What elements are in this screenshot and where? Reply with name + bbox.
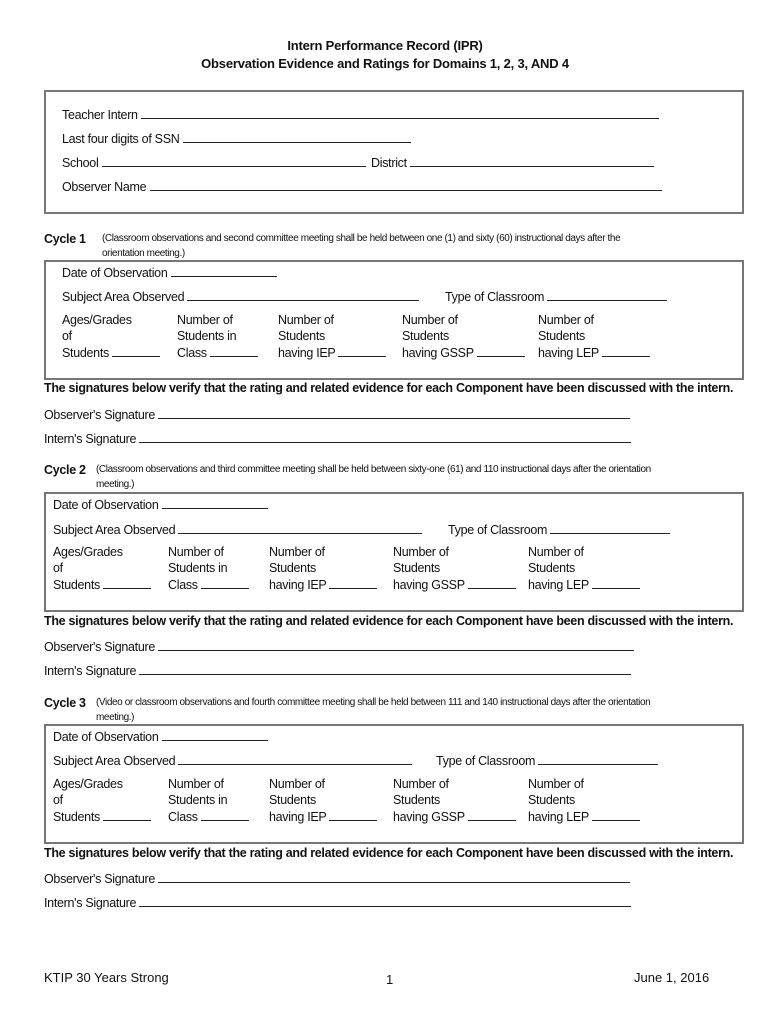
class-count-label-2: Students in: [177, 329, 237, 343]
cycle-3-class-count-field[interactable]: [168, 776, 249, 825]
cycle-2-classroom-field[interactable]: [448, 521, 670, 537]
cycle-3-note-line1: (Video or classroom observations and fourth committee meeting shall be held between 111 and 140 instructional days after the orientation: [96, 697, 651, 708]
cycle-3-subject-field[interactable]: [53, 752, 412, 768]
subject-label: Subject Area Observed: [53, 523, 176, 537]
date-line[interactable]: [162, 496, 268, 509]
intern-signature-label: Intern's Signature: [44, 432, 137, 446]
classroom-type-line[interactable]: [550, 521, 670, 534]
cycle-3-gssp-field[interactable]: [393, 776, 516, 825]
iep-line[interactable]: [329, 808, 377, 821]
cycle-3-date-field[interactable]: [53, 728, 268, 744]
cycle-1-label: Cycle 1: [44, 232, 86, 246]
iep-label-3: having IEP: [269, 810, 327, 824]
lep-label-3: having LEP: [528, 810, 589, 824]
cycle-3-label: Cycle 3: [44, 696, 86, 710]
classroom-type-label: Type of Classroom: [448, 523, 548, 537]
ages-line[interactable]: [103, 808, 151, 821]
iep-label-3: having IEP: [278, 346, 336, 360]
gssp-line[interactable]: [477, 344, 525, 357]
cycle-2-iep-field[interactable]: [269, 544, 377, 593]
cycle-1-note-line1: (Classroom observations and second committee meeting shall be held between one (1) and sixty (60) instructional days after the: [102, 233, 621, 244]
intern-signature-line[interactable]: [139, 430, 631, 443]
date-label: Date of Observation: [53, 498, 159, 512]
gssp-label-1: Number of: [393, 777, 449, 791]
school-field[interactable]: [62, 154, 366, 170]
class-count-line[interactable]: [201, 808, 249, 821]
ages-label-3: Students: [53, 810, 100, 824]
iep-label-3: having IEP: [269, 578, 327, 592]
class-count-label-3: Class: [177, 346, 207, 360]
intern-signature-label: Intern's Signature: [44, 896, 137, 910]
date-label: Date of Observation: [62, 266, 168, 280]
cycle-2-verify-statement: The signatures below verify that the rating and related evidence for each Component have been discussed with the intern.: [44, 614, 734, 628]
lep-label-2: Students: [528, 793, 575, 807]
gssp-label-1: Number of: [393, 545, 449, 559]
class-count-label-3: Class: [168, 810, 198, 824]
intern-signature-line[interactable]: [139, 894, 631, 907]
class-count-line[interactable]: [210, 344, 258, 357]
cycle-2-gssp-field[interactable]: [393, 544, 516, 593]
subject-label: Subject Area Observed: [62, 290, 185, 304]
gssp-line[interactable]: [468, 808, 516, 821]
date-line[interactable]: [162, 728, 268, 741]
cycle-2-date-field[interactable]: [53, 496, 268, 512]
cycle-3-intern-signature-field[interactable]: [44, 894, 631, 910]
gssp-label-1: Number of: [402, 313, 458, 327]
subject-line[interactable]: [187, 288, 419, 301]
ssn-field[interactable]: [62, 130, 411, 146]
footer-date: June 1, 2016: [634, 970, 710, 985]
document-subtitle: Observation Evidence and Ratings for Domains 1, 2, 3, AND 4: [201, 56, 569, 71]
ages-label-1: Ages/Grades: [53, 545, 123, 559]
class-count-line[interactable]: [201, 576, 249, 589]
ssn-label: Last four digits of SSN: [62, 132, 180, 146]
subject-label: Subject Area Observed: [53, 754, 176, 768]
lep-label-1: Number of: [528, 777, 584, 791]
cycle-3-iep-field[interactable]: [269, 776, 377, 825]
cycle-3-observer-signature-field[interactable]: [44, 870, 630, 886]
ages-label-2: of: [62, 329, 72, 343]
observer-signature-line[interactable]: [158, 870, 630, 883]
gssp-label-2: Students: [402, 329, 449, 343]
district-field[interactable]: [371, 154, 654, 170]
iep-label-2: Students: [269, 561, 316, 575]
cycle-2-label: Cycle 2: [44, 463, 86, 477]
cycle-2-note-line1: (Classroom observations and third committee meeting shall be held between sixty-one (61) and 110 instructional days after the orientation: [96, 464, 651, 475]
date-line[interactable]: [171, 264, 277, 277]
school-line[interactable]: [102, 154, 366, 167]
observer-name-label: Observer Name: [62, 180, 147, 194]
lep-line[interactable]: [602, 344, 650, 357]
intern-signature-label: Intern's Signature: [44, 664, 137, 678]
iep-label-2: Students: [278, 329, 325, 343]
cycle-2-subject-field[interactable]: [53, 521, 422, 537]
ages-line[interactable]: [112, 344, 160, 357]
cycle-3-classroom-field[interactable]: [436, 752, 658, 768]
class-count-label-3: Class: [168, 578, 198, 592]
ages-line[interactable]: [103, 576, 151, 589]
ages-label-3: Students: [62, 346, 109, 360]
cycle-1-date-field[interactable]: [62, 264, 277, 280]
lep-label-2: Students: [538, 329, 585, 343]
lep-label-1: Number of: [528, 545, 584, 559]
cycle-1-verify-statement: The signatures below verify that the rating and related evidence for each Component have been discussed with the intern.: [44, 381, 734, 395]
iep-label-1: Number of: [278, 313, 334, 327]
ssn-line[interactable]: [183, 130, 411, 143]
ages-label-1: Ages/Grades: [53, 777, 123, 791]
lep-label-1: Number of: [538, 313, 594, 327]
gssp-label-2: Students: [393, 793, 440, 807]
classroom-type-label: Type of Classroom: [436, 754, 536, 768]
cycle-2-lep-field[interactable]: [528, 544, 640, 593]
ages-label-1: Ages/Grades: [62, 313, 132, 327]
cycle-1-ages-field[interactable]: [62, 312, 160, 361]
observer-signature-label: Observer's Signature: [44, 872, 156, 886]
cycle-1-classroom-field[interactable]: [445, 288, 667, 304]
footer-left-text: KTIP 30 Years Strong: [44, 970, 169, 985]
teacher-intern-label: Teacher Intern: [62, 108, 138, 122]
teacher-intern-field[interactable]: [62, 106, 659, 122]
observer-signature-label: Observer's Signature: [44, 408, 156, 422]
observer-signature-line[interactable]: [158, 638, 634, 651]
date-label: Date of Observation: [53, 730, 159, 744]
class-count-label-1: Number of: [177, 313, 233, 327]
lep-label-3: having LEP: [538, 346, 599, 360]
cycle-1-class-count-field[interactable]: [177, 312, 258, 361]
classroom-type-line[interactable]: [547, 288, 667, 301]
cycle-3-verify-statement: The signatures below verify that the rating and related evidence for each Component have been discussed with the intern.: [44, 846, 734, 860]
iep-label-1: Number of: [269, 777, 325, 791]
ages-label-2: of: [53, 793, 63, 807]
cycle-1-subject-field[interactable]: [62, 288, 419, 304]
lep-label-2: Students: [528, 561, 575, 575]
cycle-2-intern-signature-field[interactable]: [44, 662, 631, 678]
ages-label-2: of: [53, 561, 63, 575]
cycle-1-iep-field[interactable]: [278, 312, 386, 361]
district-line[interactable]: [410, 154, 654, 167]
cycle-2-note-line2: meeting.): [96, 479, 135, 490]
iep-line[interactable]: [338, 344, 386, 357]
class-count-label-1: Number of: [168, 545, 224, 559]
intern-signature-line[interactable]: [139, 662, 631, 675]
cycle-1-lep-field[interactable]: [538, 312, 650, 361]
subject-line[interactable]: [178, 752, 412, 765]
observer-name-field[interactable]: [62, 178, 662, 194]
class-count-label-2: Students in: [168, 793, 228, 807]
page-number: 1: [386, 972, 394, 987]
cycle-2-class-count-field[interactable]: [168, 544, 249, 593]
subject-line[interactable]: [178, 521, 422, 534]
ages-label-3: Students: [53, 578, 100, 592]
classroom-type-line[interactable]: [538, 752, 658, 765]
iep-label-1: Number of: [269, 545, 325, 559]
cycle-2-observer-signature-field[interactable]: [44, 638, 634, 654]
cycle-1-gssp-field[interactable]: [402, 312, 525, 361]
observer-name-line[interactable]: [150, 178, 662, 191]
document-title: Intern Performance Record (IPR): [287, 38, 483, 53]
cycle-1-observer-signature-field[interactable]: [44, 406, 630, 422]
observer-signature-line[interactable]: [158, 406, 630, 419]
district-label: District: [371, 156, 407, 170]
school-label: School: [62, 156, 99, 170]
gssp-label-3: having GSSP: [393, 578, 465, 592]
iep-label-2: Students: [269, 793, 316, 807]
class-count-label-1: Number of: [168, 777, 224, 791]
observer-signature-label: Observer's Signature: [44, 640, 156, 654]
gssp-line[interactable]: [468, 576, 516, 589]
cycle-1-intern-signature-field[interactable]: [44, 430, 631, 446]
cycle-3-note-line2: meeting.): [96, 712, 135, 723]
classroom-type-label: Type of Classroom: [445, 290, 545, 304]
lep-line[interactable]: [592, 808, 640, 821]
class-count-label-2: Students in: [168, 561, 228, 575]
cycle-3-lep-field[interactable]: [528, 776, 640, 825]
cycle-2-ages-field[interactable]: [53, 544, 151, 593]
lep-line[interactable]: [592, 576, 640, 589]
gssp-label-3: having GSSP: [393, 810, 465, 824]
cycle-3-ages-field[interactable]: [53, 776, 151, 825]
gssp-label-3: having GSSP: [402, 346, 474, 360]
gssp-label-2: Students: [393, 561, 440, 575]
teacher-intern-line[interactable]: [141, 106, 659, 119]
iep-line[interactable]: [329, 576, 377, 589]
lep-label-3: having LEP: [528, 578, 589, 592]
cycle-1-note-line2: orientation meeting.): [102, 248, 185, 259]
